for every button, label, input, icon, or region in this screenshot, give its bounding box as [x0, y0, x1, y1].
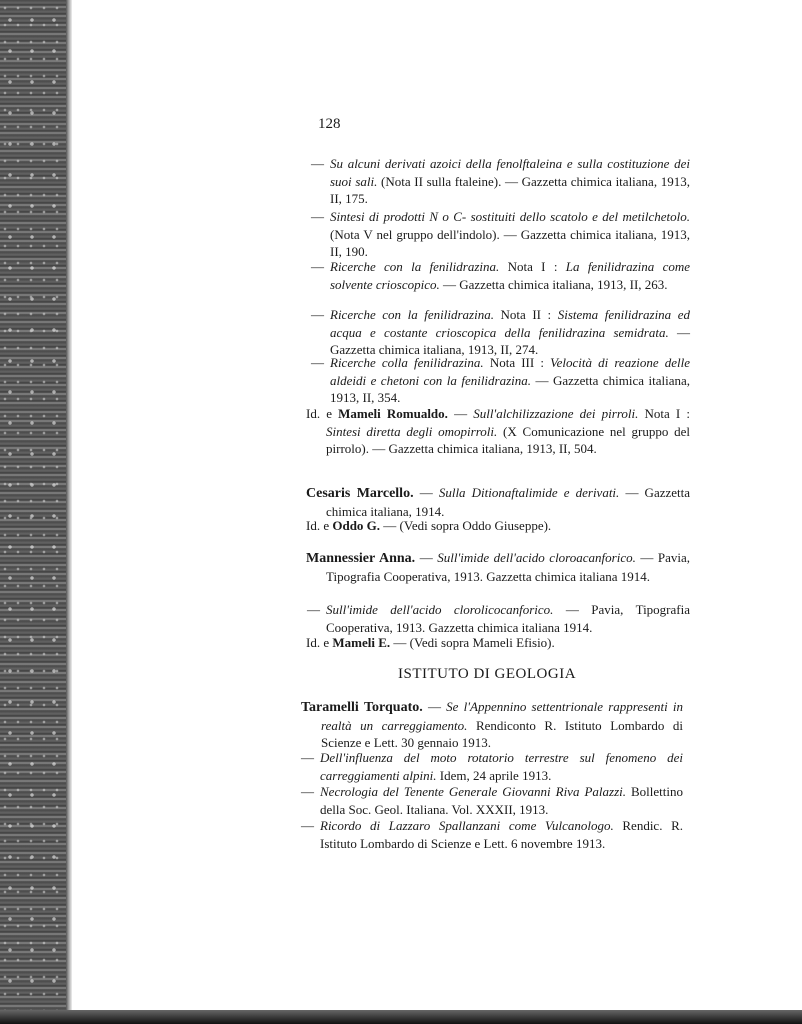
- entry-title: Sulla Ditionaftalimide e derivati.: [438, 485, 620, 500]
- entry-reference: — Gazzetta chimica italiana, 1913, II, 274.: [330, 324, 690, 357]
- entry-reference: — (Vedi sopra Mameli Efisio).: [393, 635, 555, 650]
- author-name: Cesaris Marcello.: [306, 486, 414, 501]
- entry-reference: (Nota V nel gruppo dell'indolo). — Gazzetta chimica italiana, 1913, II, 190.: [330, 226, 690, 259]
- entry-reference: — Gazzetta chimica italiana, 1913, II, 354.: [330, 372, 691, 405]
- entry-dash: —: [311, 209, 324, 224]
- entry-dash: —: [301, 818, 314, 833]
- entry-note: Nota I :: [507, 259, 558, 274]
- entry-title: Sull'imide dell'acido cloroacanforico.: [437, 550, 636, 565]
- gutter-speckle: [0, 0, 66, 1024]
- list-item: [306, 634, 690, 652]
- list-item: [301, 817, 684, 852]
- list-item: [301, 698, 684, 752]
- entry-dash: —: [311, 355, 324, 370]
- entry-title: Ricordo di Lazzaro Spallanzani come Vulcanologo.: [320, 818, 614, 833]
- entry-dash: —: [311, 156, 324, 171]
- entry-reference: (Nota II sulla ftaleine). — Gazzetta chimica italiana, 1913, II, 175.: [330, 173, 690, 206]
- entry-title: Dell'influenza del moto rotatorio terrestre sul fenomeno dei carreggiamenti alpini.: [320, 750, 683, 783]
- page-number: 128: [318, 116, 341, 132]
- entry-reference: Bollettino della Soc. Geol. Italiana. Vol. XXXII, 1913.: [320, 784, 684, 817]
- list-item: [311, 208, 690, 261]
- author-name: Taramelli Torquato.: [301, 700, 423, 715]
- entry-dash: —: [307, 602, 320, 617]
- entry-dash: —: [311, 259, 324, 274]
- entry-title: Su alcuni derivati azoici della fenolftaleina e sulla costituzione dei suoi sali.: [330, 156, 690, 189]
- list-item: [306, 517, 690, 535]
- entry-dash: —: [301, 750, 314, 765]
- entry-note: Nota I :: [644, 406, 691, 421]
- entry-title: Se l'Appennino settentrionale rappresenti in realtà un carreggiamento.: [321, 699, 684, 733]
- gutter-edge: [66, 0, 72, 1024]
- page-bottom-edge: [0, 1010, 802, 1024]
- list-item: [306, 484, 691, 520]
- list-item: [307, 601, 690, 636]
- list-item: [311, 306, 691, 359]
- entry-note: Nota II :: [500, 307, 552, 322]
- author-name: Mannessier Anna.: [306, 551, 416, 566]
- entry-title: Ricerche con la fenilidrazina.: [330, 259, 500, 274]
- entry-reference: Idem, 24 aprile 1913.: [439, 767, 552, 783]
- entry-title: Ricerche con la fenilidrazina.: [330, 307, 494, 322]
- list-item: [311, 155, 690, 208]
- list-item: [311, 354, 691, 407]
- id-prefix: Id. e: [306, 635, 330, 650]
- entry-subtitle: Sistema fenilidrazina ed acqua e costante crioscopica della fenilidrazina semidrata.: [330, 307, 691, 340]
- entry-title: Ricerche colla fenilidrazina.: [330, 355, 484, 370]
- id-prefix: Id. e: [306, 518, 330, 533]
- entry-dash: —: [301, 784, 314, 799]
- list-item: [311, 258, 691, 293]
- entry-dash: —: [311, 307, 324, 322]
- entry-reference: — Gazzetta chimica italiana, 1913, II, 263.: [443, 276, 668, 292]
- section-heading: ISTITUTO DI GEOLOGIA: [398, 666, 577, 682]
- entry-reference: — Pavia, Tipografia Cooperativa, 1913. Gazzetta chimica italiana 1914.: [326, 550, 691, 584]
- author-name: Oddo G.: [332, 518, 381, 533]
- entry-reference: — Pavia, Tipografia Cooperativa, 1913. Gazzetta chimica italiana 1914.: [326, 602, 690, 635]
- entry-reference: — Gazzetta chimica italiana, 1914.: [326, 485, 691, 519]
- entry-subtitle: Velocità di reazione delle aldeidi e chetoni con la fenilidrazina.: [330, 355, 691, 388]
- author-name: Mameli E.: [332, 635, 391, 650]
- entry-reference: (X Comunicazione nel gruppo del pirrolo). — Gazzetta chimica italiana, 1913, II, 504.: [326, 423, 691, 456]
- entry-subtitle: La fenilidrazina come solvente crioscopico.: [330, 259, 691, 292]
- author-name: Mameli Romualdo.: [338, 406, 448, 421]
- entry-reference: — (Vedi sopra Oddo Giuseppe).: [383, 518, 552, 533]
- list-item: [301, 749, 683, 784]
- entry-reference: Rendiconto R. Istituto Lombardo di Scienze e Lett. 30 gennaio 1913.: [321, 717, 683, 750]
- list-item: [306, 405, 691, 458]
- entry-dash: —: [419, 485, 433, 500]
- list-item: [306, 549, 691, 585]
- list-item: [301, 783, 684, 818]
- entry-dash: —: [427, 699, 441, 714]
- entry-note: Nota III :: [489, 355, 544, 370]
- entry-title: Sull'imide dell'acido clorolicocanforico.: [326, 602, 554, 617]
- entry-dash: —: [454, 406, 468, 421]
- entry-title: Necrologia del Tenente Generale Giovanni Riva Palazzi.: [320, 784, 626, 799]
- entry-title: Sintesi di prodotti N o C- sostituiti dello scatolo e del metilchetolo.: [330, 209, 690, 224]
- entry-subtitle: Sintesi diretta degli omopirroli.: [326, 423, 498, 439]
- id-prefix: Id. e: [306, 406, 332, 421]
- entry-title: Sull'alchilizzazione dei pirroli.: [473, 406, 639, 421]
- entry-dash: —: [419, 550, 433, 565]
- entry-reference: Rendic. R. Istituto Lombardo di Scienze e Lett. 6 novembre 1913.: [320, 818, 684, 851]
